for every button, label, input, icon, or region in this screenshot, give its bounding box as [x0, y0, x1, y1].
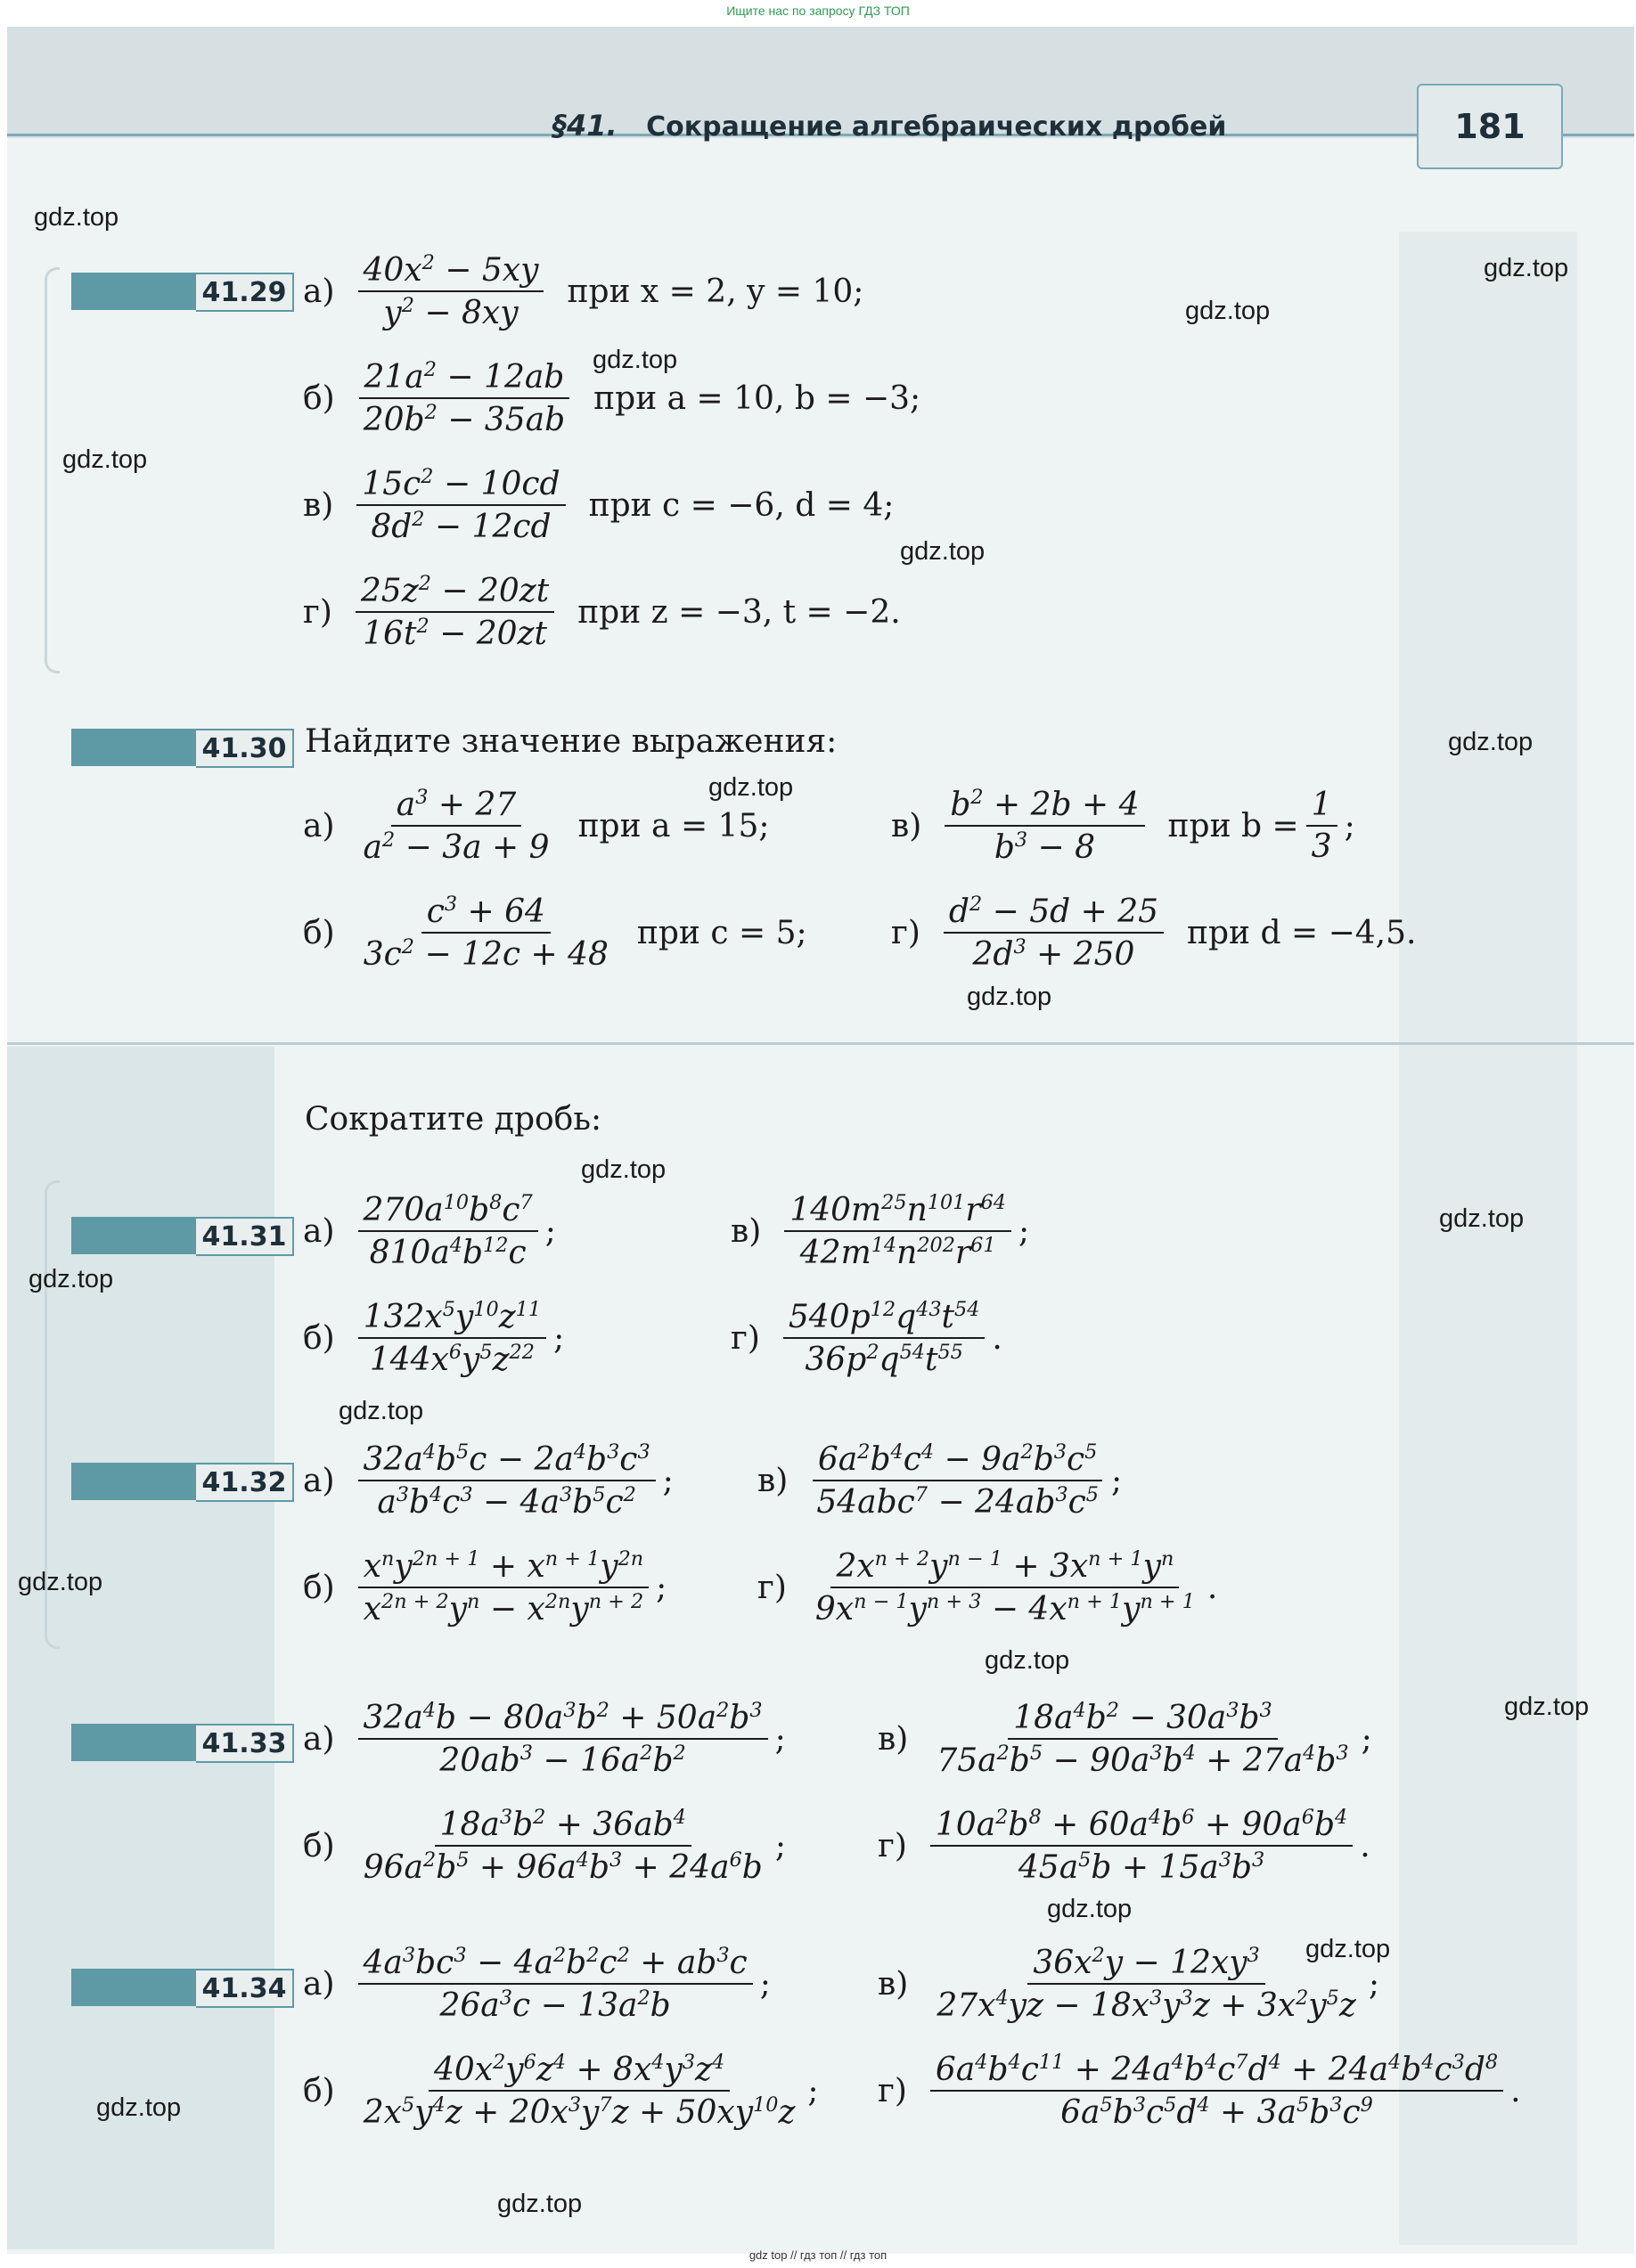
- item-letter: в): [878, 1965, 909, 2003]
- fraction: $\frac{d^2 - 5d + 25}{2d^3 + 250}$: [944, 891, 1164, 975]
- fraction: $\frac{x^ny^{2n + 1} + x^{n + 1}y^{2n}}{x^{2n + 2}y^n - x^{2n}y^{n + 2}}$: [358, 1546, 649, 1629]
- item-letter: г): [757, 1569, 787, 1606]
- fraction: $\frac{21a^2 - 12ab}{20b^2 - 35ab}$: [358, 356, 570, 440]
- fraction: $\frac{18a^4b^2 - 30a^3b^3}{75a^2b^5 - 90a^3b^4 + 27a^4b^3}$: [937, 1699, 1349, 1779]
- watermark: gdz.top: [34, 203, 119, 232]
- condition: при a = 10, b = −3;: [593, 379, 921, 417]
- problem-41-32-g: г) $\frac{2x^{n + 2}y^{n - 1} + 3x^{n + 1}y^n}{9x^{n - 1}y^{n + 3} - 4x^{n + 1}y^{n + 1}}$ .: [757, 1547, 1218, 1628]
- item-letter: б): [303, 914, 335, 951]
- item-letter: б): [303, 1827, 335, 1864]
- condition: при b =: [1167, 807, 1299, 844]
- item-letter: б): [303, 2072, 335, 2109]
- fraction: $\frac{b^2 + 2b + 4}{b^3 - 8}$: [945, 784, 1144, 868]
- item-letter: г): [878, 1827, 907, 1864]
- item-letter: в): [757, 1462, 789, 1499]
- fraction: $\frac{10a^2b^8 + 60a^4b^6 + 90a^6b^4}{45a^5b + 15a^3b^3}$: [930, 1804, 1353, 1888]
- reduce-heading: Сократите дробь:: [305, 1101, 602, 1138]
- problem-41-33-g: г) $\frac{10a^2b^8 + 60a^4b^6 + 90a^6b^4}{45a^5b + 15a^3b^3}$ .: [878, 1806, 1370, 1886]
- fraction: $\frac{25z^2 - 20zt}{16t^2 - 20zt}$: [356, 570, 554, 654]
- item-letter: б): [303, 379, 335, 417]
- condition: при c = −6, d = 4;: [588, 486, 895, 524]
- problem-number: 41.33: [196, 1724, 294, 1763]
- problem-41-33-v: в) $\frac{18a^4b^2 - 30a^3b^3}{75a^2b^5 - 90a^3b^4 + 27a^4b^3}$ ;: [878, 1699, 1372, 1779]
- watermark: gdz.top: [900, 537, 986, 566]
- margin-bracket-1: [45, 267, 60, 673]
- problem-tag-41-30: [71, 729, 294, 766]
- problem-41-29-a: [303, 249, 863, 333]
- problem-number: 41.32: [196, 1463, 294, 1502]
- watermark: gdz.top: [1185, 297, 1271, 325]
- top-search-hint: Ищите нас по запросу ГДЗ ТОП: [726, 4, 910, 18]
- watermark: gdz.top: [581, 1155, 667, 1184]
- watermark: gdz.top: [708, 773, 794, 802]
- fraction: $\frac{18a^3b^2 + 36ab^4}{96a^2b^5 + 96a^4b^3 + 24a^6b}$: [363, 1806, 763, 1886]
- fraction: $\frac{132x^5y^{10}z^{11}}{144x^6y^5z^{22}}$: [358, 1296, 546, 1380]
- section-title: [552, 109, 1226, 143]
- condition: при a = 15;: [577, 807, 770, 844]
- watermark: gdz.top: [967, 983, 1052, 1011]
- problem-41-32-v: в) $\frac{6a^2b^4c^4 - 9a^2b^3c^5}{54abc^7 - 24ab^3c^5}$ ;: [757, 1440, 1123, 1521]
- bottom-footer-link: gdz top // гдз топ // гдз топ: [748, 2248, 888, 2262]
- watermark: gdz.top: [62, 445, 148, 474]
- fraction: $\frac{c^3 + 64}{3c^2 - 12c + 48}$: [363, 893, 609, 973]
- problem-tag-41-32: [71, 1463, 294, 1500]
- condition: при x = 2, y = 10;: [567, 273, 864, 310]
- problem-41-34-v: в) $\frac{36x^2y - 12xy^3}{27x^4yz - 18x^3y^3z + 3x^2y^5z}$ ;: [878, 1944, 1379, 2024]
- item-letter: в): [303, 486, 334, 524]
- item-letter: а): [303, 1462, 335, 1499]
- problem-41-34-b: б) $\frac{40x^2y^6z^4 + 8x^4y^3z^4}{2x^5y^4z + 20x^3y^7z + 50xy^{10}z}$ ;: [303, 2051, 819, 2131]
- item-letter: г): [891, 914, 920, 951]
- problem-41-30-g: [891, 891, 1416, 975]
- section-title-text: Сокращение алгебраических дробей: [646, 111, 1227, 143]
- watermark: gdz.top: [593, 346, 678, 374]
- item-letter: б): [303, 1319, 335, 1357]
- fraction: $\frac{15c^2 - 10cd}{8d^2 - 12cd}$: [356, 463, 565, 547]
- problem-41-34-g: г) $\frac{6a^4b^4c^{11} + 24a^4b^4c^7d^4 + 24a^4b^4c^3d^8}{6a^5b^3c^5d^4 + 3a^5b^3c^9}$ .: [878, 2051, 1521, 2131]
- watermark: gdz.top: [497, 2190, 583, 2218]
- condition: при z = −3, t = −2.: [577, 593, 901, 631]
- problem-41-30-b: [303, 891, 807, 975]
- fraction-value: $\frac{1}{3}$: [1306, 785, 1337, 867]
- problem-tag-41-31: [71, 1217, 294, 1254]
- watermark: gdz.top: [1448, 728, 1534, 756]
- problem-number: 41.31: [196, 1217, 294, 1256]
- watermark: gdz.top: [339, 1397, 424, 1425]
- item-letter: г): [303, 593, 332, 631]
- problem-41-31-b: б) $\frac{132x^5y^{10}z^{11}}{144x^6y^5z^{22}}$ ;: [303, 1298, 565, 1378]
- problem-41-31-v: в) $\frac{140m^{25}n^{101}r^{64}}{42m^{14}n^{202}r^{61}}$ ;: [731, 1191, 1030, 1271]
- fraction: $\frac{6a^2b^4c^4 - 9a^2b^3c^5}{54abc^7 - 24ab^3c^5}$: [811, 1439, 1104, 1522]
- fraction: $\frac{140m^{25}n^{101}r^{64}}{42m^{14}n^{202}r^{61}}$: [784, 1189, 1011, 1273]
- problem-tag-41-29: [71, 273, 294, 310]
- watermark: gdz.top: [1305, 1935, 1391, 1963]
- problem-41-30-a: [303, 784, 770, 868]
- problem-number: 41.29: [196, 273, 294, 312]
- watermark: gdz.top: [29, 1265, 114, 1293]
- fraction: $\frac{36x^2y - 12xy^3}{27x^4yz - 18x^3y^3z + 3x^2y^5z}$: [937, 1944, 1356, 2024]
- page-number: 181: [1454, 107, 1526, 146]
- condition: при d = −4,5.: [1187, 914, 1417, 951]
- item-letter: г): [878, 2072, 907, 2109]
- section-divider: [7, 1042, 1634, 1045]
- problem-tag-41-33: [71, 1724, 294, 1761]
- page-number-box: [1417, 84, 1563, 169]
- right-margin-panel: [1399, 232, 1577, 2245]
- watermark: gdz.top: [1484, 254, 1569, 282]
- fraction: $\frac{a^3 + 27}{a^2 - 3a + 9}$: [363, 786, 550, 866]
- watermark: gdz.top: [1504, 1693, 1590, 1721]
- problem-41-30-v: [891, 784, 1355, 868]
- item-letter: а): [303, 807, 335, 844]
- problem-41-32-b: б) $\frac{x^ny^{2n + 1} + x^{n + 1}y^{2n}}{x^{2n + 2}y^n - x^{2n}y^{n + 2}}$ ;: [303, 1547, 667, 1628]
- item-letter: б): [303, 1569, 335, 1606]
- item-letter: в): [731, 1212, 762, 1250]
- fraction: $\frac{40x^2 - 5xy}{y^2 - 8xy}$: [358, 249, 544, 333]
- semicolon: ;: [1344, 807, 1355, 844]
- item-letter: г): [731, 1319, 760, 1357]
- problem-41-32-a: а) $\frac{32a^4b^5c - 2a^4b^3c^3}{a^3b^4c^3 - 4a^3b^5c^2}$ ;: [303, 1440, 674, 1521]
- fraction: $\frac{4a^3bc^3 - 4a^2b^2c^2 + ab^3c}{26a^3c - 13a^2b}$: [358, 1942, 753, 2026]
- section-number: §41.: [552, 109, 618, 143]
- problem-41-34-a: а) $\frac{4a^3bc^3 - 4a^2b^2c^2 + ab^3c}{26a^3c - 13a^2b}$ ;: [303, 1944, 771, 2024]
- fraction: $\frac{6a^4b^4c^{11} + 24a^4b^4c^7d^4 + 24a^4b^4c^3d^8}{6a^5b^3c^5d^4 + 3a^5b^3c^9}$: [930, 2049, 1503, 2133]
- fraction: $\frac{40x^2y^6z^4 + 8x^4y^3z^4}{2x^5y^4z + 20x^3y^7z + 50xy^{10}z}$: [363, 2051, 796, 2131]
- watermark: gdz.top: [985, 1646, 1070, 1675]
- item-letter: а): [303, 1965, 335, 2003]
- fraction: $\frac{32a^4b - 80a^3b^2 + 50a^2b^3}{20ab^3 - 16a^2b^2}$: [358, 1697, 768, 1781]
- watermark: gdz.top: [1047, 1895, 1133, 1923]
- fraction: $\frac{540p^{12}q^{43}t^{54}}{36p^2q^{54}t^{55}}$: [783, 1296, 986, 1380]
- problem-41-33-a: а) $\frac{32a^4b - 80a^3b^2 + 50a^2b^3}{20ab^3 - 16a^2b^2}$ ;: [303, 1699, 786, 1779]
- problem-41-31-a: а) $\frac{270a^{10}b^8c^7}{810a^4b^{12}c}$ ;: [303, 1191, 556, 1271]
- condition: при c = 5;: [636, 914, 807, 951]
- watermark: gdz.top: [1439, 1204, 1525, 1233]
- fraction: $\frac{270a^{10}b^8c^7}{810a^4b^{12}c}$: [358, 1189, 538, 1273]
- watermark: gdz.top: [18, 1568, 103, 1596]
- problem-41-29-v: [303, 463, 894, 547]
- fraction: $\frac{32a^4b^5c - 2a^4b^3c^3}{a^3b^4c^3 - 4a^3b^5c^2}$: [358, 1439, 656, 1522]
- problem-41-31-g: г) $\frac{540p^{12}q^{43}t^{54}}{36p^2q^{54}t^{55}}$ .: [731, 1298, 1002, 1378]
- item-letter: а): [303, 1212, 335, 1250]
- problem-tag-41-34: [71, 1969, 294, 2006]
- item-letter: а): [303, 1720, 335, 1758]
- item-letter: в): [878, 1720, 909, 1758]
- problem-41-33-b: б) $\frac{18a^3b^2 + 36ab^4}{96a^2b^5 + 96a^4b^3 + 24a^6b}$ ;: [303, 1806, 786, 1886]
- fraction: $\frac{2x^{n + 2}y^{n - 1} + 3x^{n + 1}y^n}{9x^{n - 1}y^{n + 3} - 4x^{n + 1}y^{n + 1}}$: [814, 1547, 1195, 1628]
- item-letter: а): [303, 273, 335, 310]
- problem-41-29-g: [303, 570, 901, 654]
- problem-number: 41.30: [196, 729, 294, 768]
- watermark: gdz.top: [96, 2093, 182, 2122]
- item-letter: в): [891, 807, 922, 844]
- problem-41-30-heading: Найдите значение выражения:: [305, 723, 838, 760]
- problem-number: 41.34: [196, 1969, 294, 2008]
